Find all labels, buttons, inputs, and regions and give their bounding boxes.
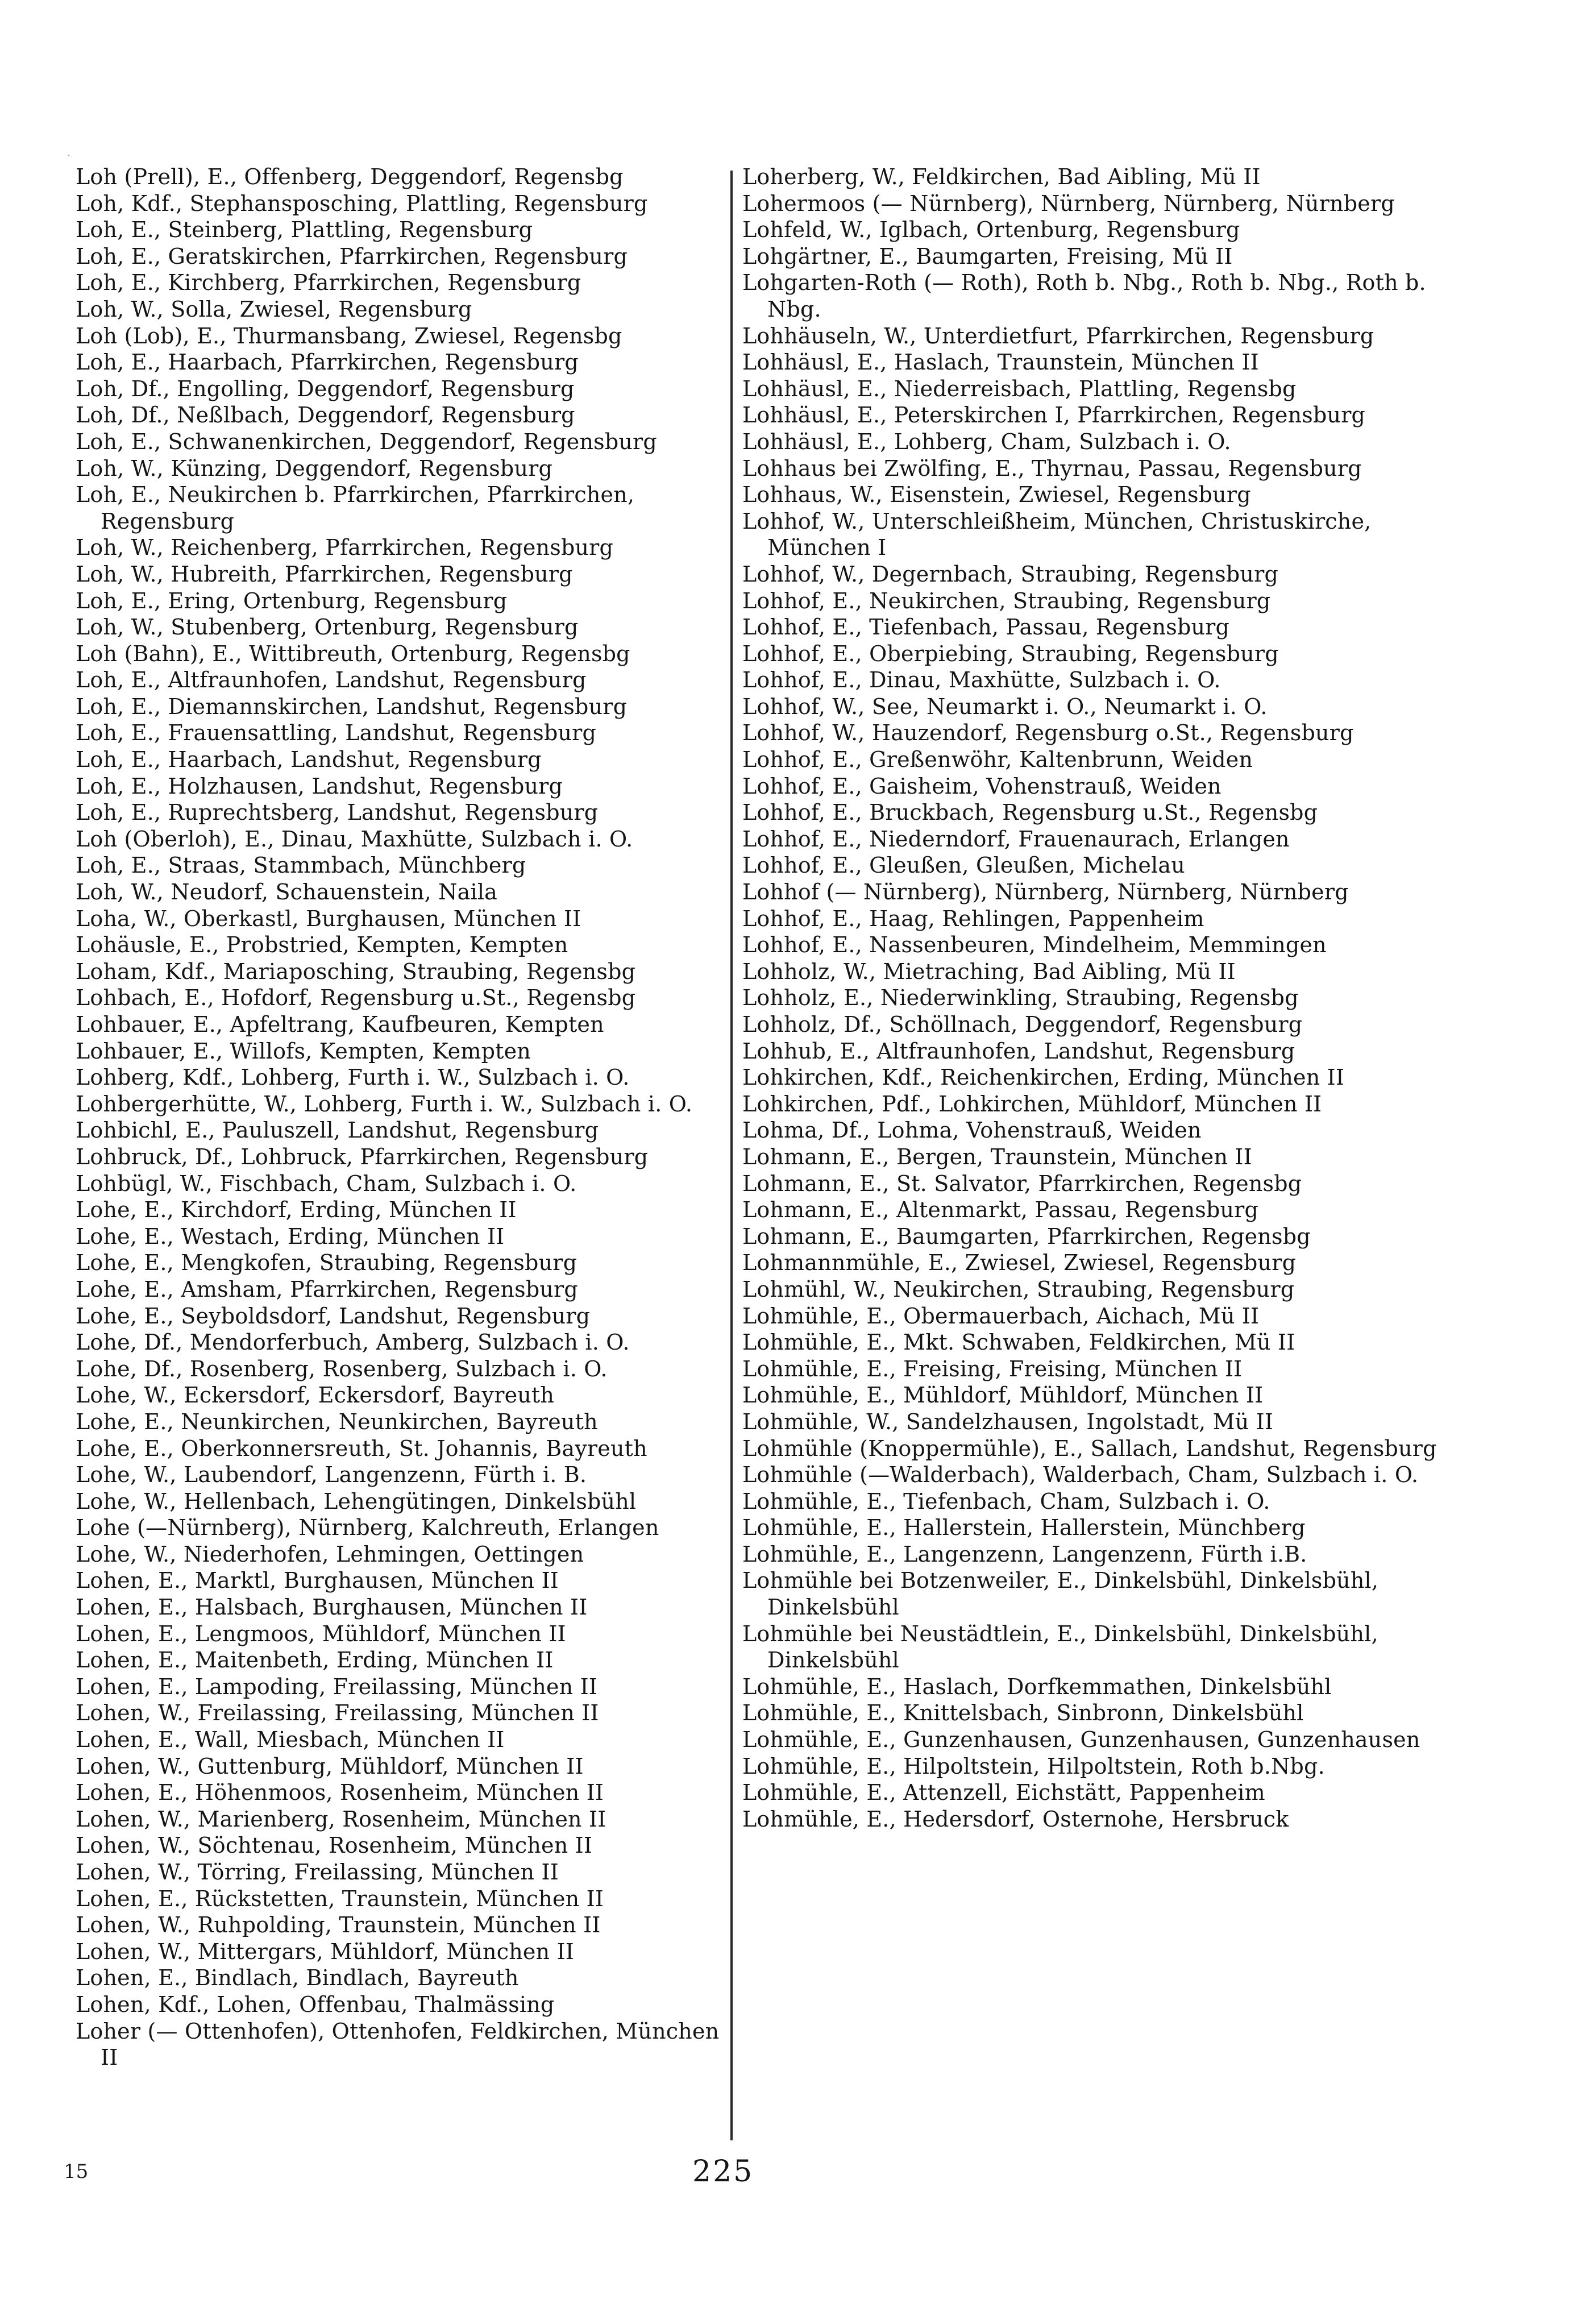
gazetteer-entry: Lohen, W., Freilassing, Freilassing, München II: [76, 1700, 599, 1726]
gazetteer-entry: Loh (Lob), E., Thurmansbang, Zwiesel, Regensbg: [76, 323, 622, 348]
gazetteer-entry: Lohen, E., Höhenmoos, Rosenheim, München II: [76, 1780, 604, 1806]
gazetteer-entry: Lohhäusl, E., Haslach, Traunstein, München II: [742, 350, 1259, 375]
gazetteer-entry: Lohen, W., Söchtenau, Rosenheim, München II: [76, 1833, 593, 1858]
gazetteer-entry: Lohmann, E., Bergen, Traunstein, München II: [742, 1144, 1252, 1169]
gazetteer-entry: Lohhaus, W., Eisenstein, Zwiesel, Regensburg: [742, 482, 1251, 508]
gazetteer-entry: Lohhof, E., Dinau, Maxhütte, Sulzbach i. O.: [742, 667, 1221, 693]
gazetteer-entry: Loh, E., Haarbach, Pfarrkirchen, Regensburg: [76, 350, 579, 375]
gazetteer-entry: Lohgarten-Roth (— Roth), Roth b. Nbg., Roth b. Nbg., Roth b. Nbg.: [742, 270, 1426, 322]
gazetteer-entry: Lohe, Df., Mendorferbuch, Amberg, Sulzbach i. O.: [76, 1330, 630, 1355]
gazetteer-entry: Lohkirchen, Kdf., Reichenkirchen, Erding, München II: [742, 1065, 1345, 1090]
right-column: [742, 164, 1453, 1832]
gazetteer-entry: Lohbauer, E., Willofs, Kempten, Kempten: [76, 1038, 531, 1064]
gazetteer-entry: Loh, E., Frauensattling, Landshut, Regensburg: [76, 720, 597, 746]
gazetteer-entry: Lohmühle bei Neustädtlein, E., Dinkelsbühl, Dinkelsbühl, Dinkelsbühl: [742, 1621, 1378, 1673]
gazetteer-entry: Lohbichl, E., Pauluszell, Landshut, Regensburg: [76, 1118, 599, 1143]
gazetteer-entry: Lohen, Kdf., Lohen, Offenbau, Thalmässing: [76, 1991, 555, 2017]
gazetteer-entry: Loh, W., Neudorf, Schauenstein, Naila: [76, 879, 498, 905]
gazetteer-entry: Lohholz, Df., Schöllnach, Deggendorf, Regensburg: [742, 1012, 1303, 1037]
gazetteer-entry: Lohhof, E., Niederndorf, Frauenaurach, Erlangen: [742, 826, 1290, 852]
gazetteer-entry: Lohmühle, E., Hilpoltstein, Hilpoltstein, Roth b.Nbg.: [742, 1753, 1325, 1779]
gazetteer-entry: Loh, W., Reichenberg, Pfarrkirchen, Regensburg: [76, 535, 614, 561]
gazetteer-entry: Lohholz, W., Mietraching, Bad Aibling, Mü II: [742, 958, 1236, 984]
gazetteer-entry: Loh, E., Schwanenkirchen, Deggendorf, Regensburg: [76, 429, 657, 454]
gazetteer-entry: Lohhof, E., Bruckbach, Regensburg u.St., Regensbg: [742, 800, 1318, 825]
left-column: [76, 164, 724, 2071]
gazetteer-entry: Loh, E., Haarbach, Landshut, Regensburg: [76, 747, 542, 773]
gazetteer-entry: Lohhäusl, E., Niederreisbach, Plattling, Regensbg: [742, 376, 1297, 401]
gazetteer-entry: Loh, E., Kirchberg, Pfarrkirchen, Regensburg: [76, 270, 581, 296]
gazetteer-entry: Loh, E., Altfraunhofen, Landshut, Regensburg: [76, 667, 587, 693]
gazetteer-entry: Lohmühle, E., Hallerstein, Hallerstein, Münchberg: [742, 1515, 1306, 1541]
gazetteer-entry: Lohen, E., Lengmoos, Mühldorf, München II: [76, 1621, 566, 1646]
gazetteer-entry: Lohmühle, E., Mühldorf, Mühldorf, München II: [742, 1383, 1264, 1408]
gazetteer-entry: Lohen, W., Ruhpolding, Traunstein, München II: [76, 1912, 601, 1938]
gazetteer-entry: Lohhof, W., Hauzendorf, Regensburg o.St., Regensburg: [742, 720, 1354, 746]
gazetteer-entry: Lohmann, E., Altenmarkt, Passau, Regensburg: [742, 1197, 1259, 1223]
gazetteer-entry: Loh, E., Holzhausen, Landshut, Regensburg: [76, 773, 563, 799]
gazetteer-entry: Lohen, E., Bindlach, Bindlach, Bayreuth: [76, 1965, 519, 1991]
gazetteer-entry: Lohe (—Nürnberg), Nürnberg, Kalchreuth, Erlangen: [76, 1515, 659, 1541]
gazetteer-entry: Lohmühle, E., Knittelsbach, Sinbronn, Dinkelsbühl: [742, 1700, 1304, 1726]
gazetteer-entry: Lohmühle, E., Mkt. Schwaben, Feldkirchen, Mü II: [742, 1330, 1295, 1355]
gazetteer-entry: Lohbach, E., Hofdorf, Regensburg u.St., Regensbg: [76, 985, 636, 1011]
gazetteer-entry: Lohhof, E., Neukirchen, Straubing, Regensburg: [742, 588, 1271, 613]
gazetteer-entry: Loh, W., Stubenberg, Ortenburg, Regensburg: [76, 615, 579, 640]
column-divider: [730, 171, 733, 2140]
gazetteer-entry: Loh, E., Straas, Stammbach, Münchberg: [76, 853, 526, 878]
gazetteer-entry: Lohbügl, W., Fischbach, Cham, Sulzbach i. O.: [76, 1171, 577, 1196]
gazetteer-entry: Lohen, W., Mittergars, Mühldorf, München II: [76, 1939, 574, 1964]
gazetteer-entry: Lohhäusl, E., Lohberg, Cham, Sulzbach i. O.: [742, 429, 1231, 454]
gazetteer-entry: Loh, E., Ruprechtsberg, Landshut, Regensburg: [76, 800, 599, 825]
gazetteer-entry: Loh, E., Diemannskirchen, Landshut, Regensburg: [76, 694, 628, 719]
gazetteer-entry: Lohe, E., Kirchdorf, Erding, München II: [76, 1197, 517, 1223]
gazetteer-entry: Loh (Bahn), E., Wittibreuth, Ortenburg, Regensbg: [76, 641, 630, 666]
gazetteer-entry: Lohhof, E., Greßenwöhr, Kaltenbrunn, Weiden: [742, 747, 1253, 773]
gazetteer-entry: Loham, Kdf., Mariaposching, Straubing, Regensbg: [76, 958, 636, 984]
gazetteer-entry: Loh (Prell), E., Offenberg, Deggendorf, Regensbg: [76, 164, 624, 189]
gazetteer-entry: Loherberg, W., Feldkirchen, Bad Aibling, Mü II: [742, 164, 1261, 189]
gazetteer-entry: Lohen, W., Guttenburg, Mühldorf, München II: [76, 1753, 584, 1779]
gazetteer-entry: Lohhof, W., See, Neumarkt i. O., Neumarkt i. O.: [742, 694, 1268, 719]
gazetteer-entry: Lohe, W., Hellenbach, Lehengütingen, Dinkelsbühl: [76, 1488, 637, 1514]
gazetteer-entry: Lohgärtner, E., Baumgarten, Freising, Mü II: [742, 243, 1233, 269]
gazetteer-entry: Lohe, E., Mengkofen, Straubing, Regensburg: [76, 1250, 577, 1276]
gazetteer-entry: Lohfeld, W., Iglbach, Ortenburg, Regensburg: [742, 217, 1240, 243]
gazetteer-entry: Loh, E., Ering, Ortenburg, Regensburg: [76, 588, 508, 613]
gazetteer-entry: Lohbruck, Df., Lohbruck, Pfarrkirchen, Regensburg: [76, 1144, 649, 1169]
signature-mark: 15: [64, 2160, 89, 2183]
gazetteer-entry: Lohhof, E., Tiefenbach, Passau, Regensburg: [742, 615, 1230, 640]
gazetteer-entry: Lohmühle, E., Attenzell, Eichstätt, Pappenheim: [742, 1780, 1265, 1806]
gazetteer-entry: Lohen, E., Wall, Miesbach, München II: [76, 1727, 505, 1753]
gazetteer-entry: Lohe, E., Neunkirchen, Neunkirchen, Bayreuth: [76, 1409, 598, 1434]
gazetteer-entry: Lohhof, E., Nassenbeuren, Mindelheim, Memmingen: [742, 932, 1327, 958]
gazetteer-entry: Lohhäuseln, W., Unterdietfurt, Pfarrkirchen, Regensburg: [742, 323, 1374, 348]
gazetteer-entry: Lohhof, E., Gaisheim, Vohenstrauß, Weiden: [742, 773, 1221, 799]
gazetteer-entry: Lohäusle, E., Probstried, Kempten, Kempten: [76, 932, 568, 958]
gazetteer-entry: Lohmühle, E., Freising, Freising, München II: [742, 1356, 1243, 1381]
gazetteer-entry: Loh, W., Künzing, Deggendorf, Regensburg: [76, 455, 553, 481]
gazetteer-entry: Lohhof, E., Oberpiebing, Straubing, Regensburg: [742, 641, 1279, 666]
gazetteer-entry: Loh, W., Hubreith, Pfarrkirchen, Regensburg: [76, 561, 573, 587]
gazetteer-entry: Lohen, W., Törring, Freilassing, München II: [76, 1860, 559, 1885]
gazetteer-entry: Loh, E., Geratskirchen, Pfarrkirchen, Regensburg: [76, 243, 628, 269]
gazetteer-entry: Lohe, E., Oberkonnersreuth, St. Johannis, Bayreuth: [76, 1435, 647, 1461]
gazetteer-entry: Loh, W., Solla, Zwiesel, Regensburg: [76, 296, 472, 322]
gazetteer-entry: Lohen, E., Marktl, Burghausen, München II: [76, 1568, 559, 1593]
gazetteer-entry: Lohmühle, E., Hedersdorf, Osternohe, Hersbruck: [742, 1806, 1289, 1832]
gazetteer-entry: Lohmühle, E., Langenzenn, Langenzenn, Fürth i.B.: [742, 1541, 1307, 1567]
gazetteer-entry: Lohe, E., Amsham, Pfarrkirchen, Regensburg: [76, 1276, 578, 1302]
gazetteer-entry: Lohen, E., Maitenbeth, Erding, München II: [76, 1647, 554, 1673]
gazetteer-entry: Lohmühle, E., Gunzenhausen, Gunzenhausen, Gunzenhausen: [742, 1727, 1420, 1753]
gazetteer-entry: Lohe, E., Westach, Erding, München II: [76, 1223, 505, 1249]
gazetteer-entry: Lohmühle, E., Obermauerbach, Aichach, Mü II: [742, 1303, 1260, 1329]
gazetteer-entry: Lohmühle, E., Tiefenbach, Cham, Sulzbach i. O.: [742, 1488, 1270, 1514]
gazetteer-entry: Lohma, Df., Lohma, Vohenstrauß, Weiden: [742, 1118, 1202, 1143]
gazetteer-entry: Lohhof (— Nürnberg), Nürnberg, Nürnberg, Nürnberg: [742, 879, 1349, 905]
gazetteer-entry: Lohhof, E., Gleußen, Gleußen, Michelau: [742, 853, 1185, 878]
gazetteer-entry: Lohmühl, W., Neukirchen, Straubing, Regensburg: [742, 1276, 1295, 1302]
gazetteer-entry: Lohhof, E., Haag, Rehlingen, Pappenheim: [742, 906, 1204, 931]
gazetteer-entry: Lohholz, E., Niederwinkling, Straubing, Regensbg: [742, 985, 1299, 1011]
gazetteer-entry: Lohkirchen, Pdf., Lohkirchen, Mühldorf, München II: [742, 1091, 1322, 1117]
gazetteer-entry: Lohermoos (— Nürnberg), Nürnberg, Nürnberg, Nürnberg: [742, 190, 1395, 216]
gazetteer-entry: Lohhof, W., Unterschleißheim, München, Christuskirche, München I: [742, 508, 1372, 561]
gazetteer-entry: Lohbergerhütte, W., Lohberg, Furth i. W., Sulzbach i. O.: [76, 1091, 693, 1117]
gazetteer-entry: Lohhof, W., Degernbach, Straubing, Regensburg: [742, 561, 1278, 587]
gazetteer-entry: Lohen, E., Halsbach, Burghausen, München II: [76, 1595, 588, 1620]
gazetteer-entry: Lohmann, E., St. Salvator, Pfarrkirchen, Regensbg: [742, 1171, 1302, 1196]
gazetteer-entry: Lohmühle, E., Haslach, Dorfkemmathen, Dinkelsbühl: [742, 1674, 1332, 1699]
gazetteer-entry: Lohmühle (Knoppermühle), E., Sallach, Landshut, Regensburg: [742, 1435, 1437, 1461]
gazetteer-entry: Loha, W., Oberkastl, Burghausen, München II: [76, 906, 581, 931]
gazetteer-entry: Lohen, E., Rückstetten, Traunstein, München II: [76, 1886, 604, 1911]
gazetteer-entry: Lohe, W., Niederhofen, Lehmingen, Oettingen: [76, 1541, 584, 1567]
gazetteer-entry: Lohen, W., Marienberg, Rosenheim, München II: [76, 1806, 606, 1832]
gazetteer-entry: Lohberg, Kdf., Lohberg, Furth i. W., Sulzbach i. O.: [76, 1065, 630, 1090]
gazetteer-entry: Lohe, E., Seyboldsdorf, Landshut, Regensburg: [76, 1303, 591, 1329]
gazetteer-entry: Lohe, W., Laubendorf, Langenzenn, Fürth i. B.: [76, 1462, 587, 1488]
gazetteer-entry: Lohe, Df., Rosenberg, Rosenberg, Sulzbach i. O.: [76, 1356, 608, 1381]
gazetteer-entry: Lohmühle, W., Sandelzhausen, Ingolstadt, Mü II: [742, 1409, 1274, 1434]
gazetteer-entry: Lohmühle (—Walderbach), Walderbach, Cham, Sulzbach i. O.: [742, 1462, 1419, 1488]
gazetteer-entry: Lohbauer, E., Apfeltrang, Kaufbeuren, Kempten: [76, 1012, 604, 1037]
gazetteer-entry: Lohmühle bei Botzenweiler, E., Dinkelsbühl, Dinkelsbühl, Dinkelsbühl: [742, 1568, 1379, 1620]
gazetteer-entry: Loh, Df., Engolling, Deggendorf, Regensburg: [76, 376, 575, 401]
gazetteer-entry: Loh, E., Neukirchen b. Pfarrkirchen, Pfarrkirchen, Regensburg: [76, 482, 635, 534]
gazetteer-entry: Loh (Oberloh), E., Dinau, Maxhütte, Sulzbach i. O.: [76, 826, 633, 852]
gazetteer-entry: Loher (— Ottenhofen), Ottenhofen, Feldkirchen, München II: [76, 2018, 720, 2070]
gazetteer-entry: Lohen, E., Lampoding, Freilassing, München II: [76, 1674, 598, 1699]
gazetteer-entry: Lohe, W., Eckersdorf, Eckersdorf, Bayreuth: [76, 1383, 555, 1408]
gazetteer-entry: Lohmannmühle, E., Zwiesel, Zwiesel, Regensburg: [742, 1250, 1297, 1276]
gazetteer-entry: Loh, Kdf., Stephansposching, Plattling, Regensburg: [76, 190, 648, 216]
gazetteer-entry: Loh, Df., Neßlbach, Deggendorf, Regensburg: [76, 402, 575, 428]
gazetteer-entry: Lohhäusl, E., Peterskirchen I, Pfarrkirchen, Regensburg: [742, 402, 1366, 428]
gazetteer-entry: Loh, E., Steinberg, Plattling, Regensburg: [76, 217, 533, 243]
margin-pencil-mark: ˏ: [67, 145, 70, 157]
page-number: 225: [692, 2155, 754, 2189]
gazetteer-entry: Lohmann, E., Baumgarten, Pfarrkirchen, Regensbg: [742, 1223, 1311, 1249]
gazetteer-entry: Lohhub, E., Altfraunhofen, Landshut, Regensburg: [742, 1038, 1295, 1064]
gazetteer-entry: Lohhaus bei Zwölfing, E., Thyrnau, Passau, Regensburg: [742, 455, 1362, 481]
